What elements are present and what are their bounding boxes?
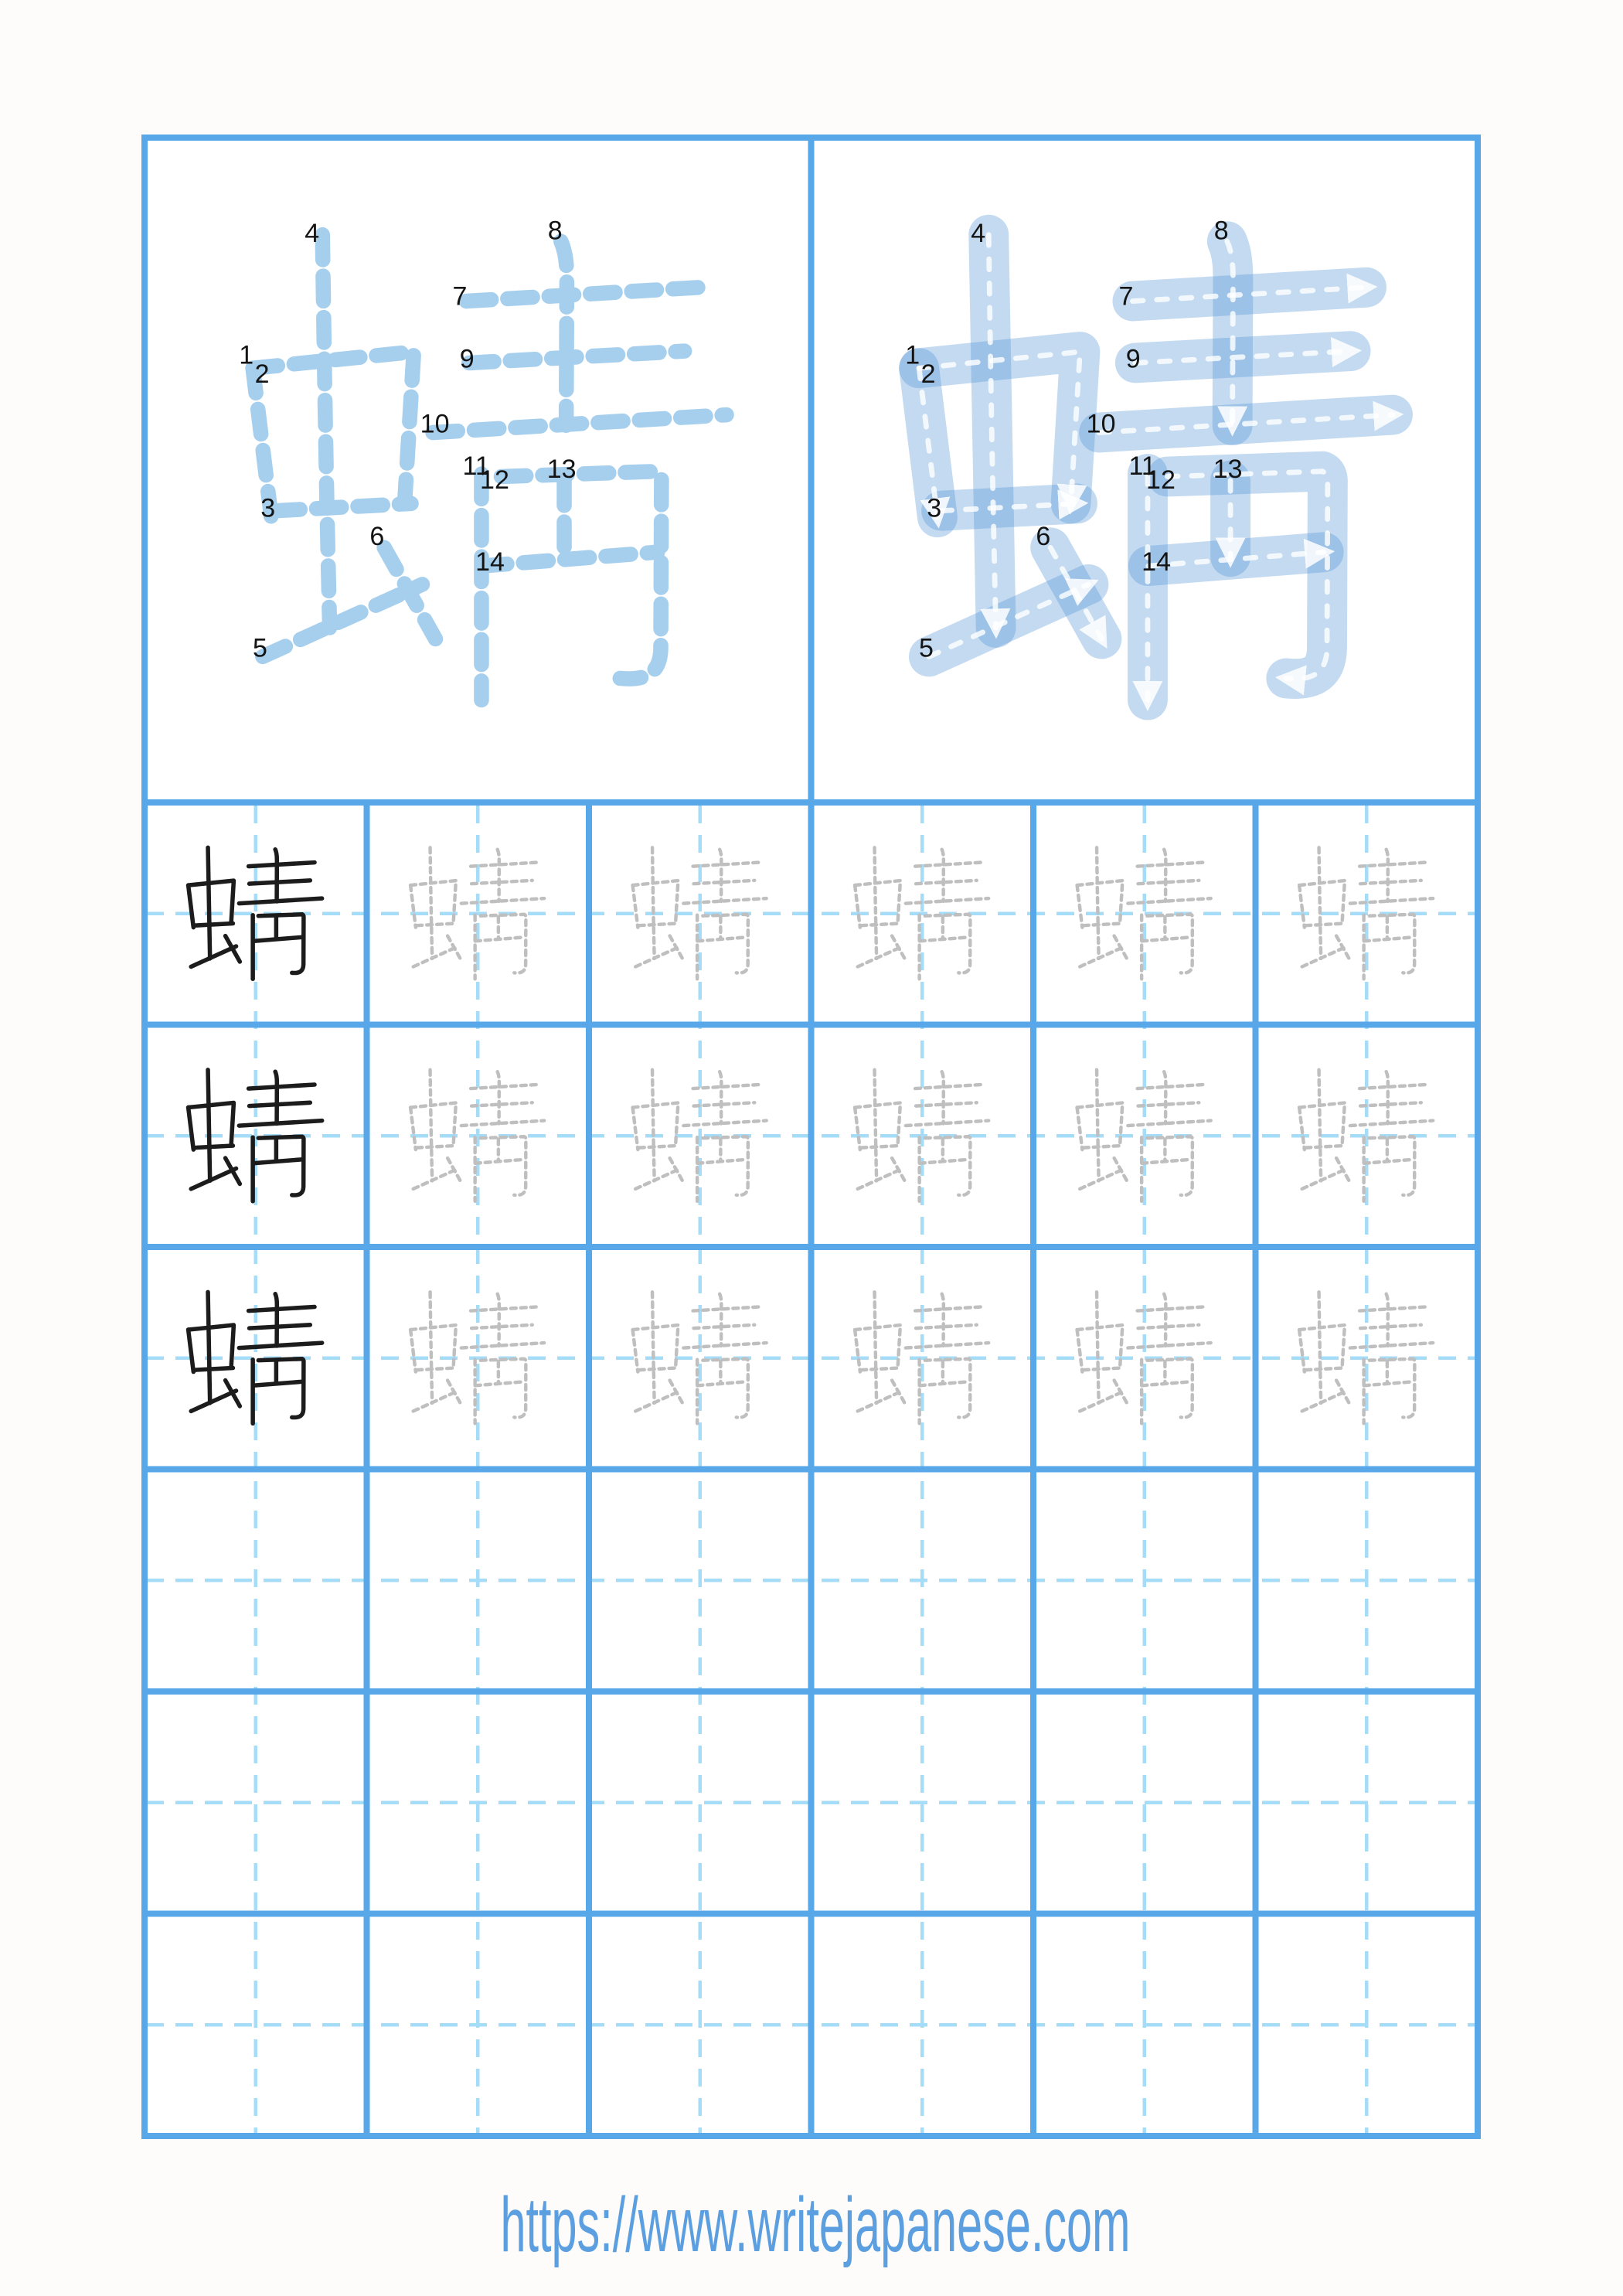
worksheet-canvas: 1 2 3 4 5 6 7 8 9 10 11 12 13 14 https://www.writejapanese.com	[0, 0, 1623, 2296]
stroke-order-diagram-guide	[905, 216, 1393, 700]
website-url: https://www.writejapanese.com	[500, 2182, 1131, 2268]
